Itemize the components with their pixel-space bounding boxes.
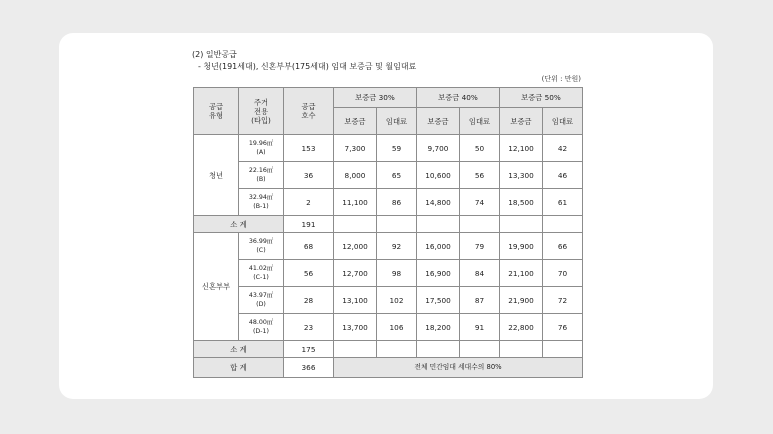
subtotal-units: 175 [284,341,334,358]
header-units: 공급 호수 [284,88,334,135]
units-cell: 56 [284,260,334,287]
value-cell: 91 [460,314,500,341]
value-cell: 76 [543,314,583,341]
empty-cell [543,341,583,358]
value-cell: 42 [543,135,583,162]
value-cell: 65 [377,162,417,189]
value-cell: 21,900 [500,287,543,314]
empty-cell [377,216,417,233]
value-cell: 61 [543,189,583,216]
units-cell: 153 [284,135,334,162]
header-rent: 임대료 [377,108,417,135]
units-cell: 36 [284,162,334,189]
newlywed-label: 신혼부부 [194,233,239,341]
subtotal-units: 191 [284,216,334,233]
value-cell: 12,100 [500,135,543,162]
value-cell: 13,300 [500,162,543,189]
empty-cell [460,216,500,233]
newlywed-subtotal-row [194,341,583,358]
header-area: 주거 전용 (타입) [239,88,284,135]
section-heading: (2) 일반공급 [192,50,237,59]
empty-cell [377,341,417,358]
empty-cell [543,216,583,233]
table-row [194,135,583,162]
header-rent: 임대료 [460,108,500,135]
table-row [194,162,583,189]
empty-cell [334,216,377,233]
table-row [194,189,583,216]
rent-table [193,87,583,378]
units-cell: 23 [284,314,334,341]
value-cell: 102 [377,287,417,314]
value-cell: 50 [460,135,500,162]
value-cell: 16,900 [417,260,460,287]
table-row [194,260,583,287]
value-cell: 21,100 [500,260,543,287]
empty-cell [500,341,543,358]
value-cell: 9,700 [417,135,460,162]
youth-label: 청년 [194,135,239,216]
value-cell: 10,600 [417,162,460,189]
value-cell: 59 [377,135,417,162]
units-cell: 68 [284,233,334,260]
value-cell: 84 [460,260,500,287]
area-cell: 36.99㎡ (C) [239,233,284,260]
section-subheading: - 청년(191세대), 신혼부부(175세대) 임대 보증금 및 월임대료 [198,62,417,71]
value-cell: 66 [543,233,583,260]
header-group-50: 보증금 50% [500,88,583,108]
value-cell: 46 [543,162,583,189]
area-cell: 19.96㎡ (A) [239,135,284,162]
unit-note: (단위 : 만원) [541,75,581,83]
table-row [194,314,583,341]
value-cell: 12,000 [334,233,377,260]
value-cell: 98 [377,260,417,287]
header-row-1 [194,88,583,108]
area-cell: 41.02㎡ (C-1) [239,260,284,287]
header-rent: 임대료 [543,108,583,135]
header-group-30: 보증금 30% [334,88,417,108]
area-cell: 22.16㎡ (B) [239,162,284,189]
header-deposit: 보증금 [334,108,377,135]
total-label: 합 계 [194,358,284,378]
value-cell: 13,100 [334,287,377,314]
value-cell: 74 [460,189,500,216]
empty-cell [417,341,460,358]
value-cell: 12,700 [334,260,377,287]
header-group-40: 보증금 40% [417,88,500,108]
value-cell: 92 [377,233,417,260]
empty-cell [500,216,543,233]
empty-cell [334,341,377,358]
value-cell: 8,000 [334,162,377,189]
total-note: 전체 민간임대 세대수의 80% [334,358,583,378]
value-cell: 87 [460,287,500,314]
empty-cell [460,341,500,358]
value-cell: 22,800 [500,314,543,341]
value-cell: 70 [543,260,583,287]
value-cell: 79 [460,233,500,260]
value-cell: 18,200 [417,314,460,341]
subtotal-label: 소 계 [194,216,284,233]
value-cell: 18,500 [500,189,543,216]
header-supply-type: 공급 유형 [194,88,239,135]
value-cell: 13,700 [334,314,377,341]
total-units: 366 [284,358,334,378]
units-cell: 2 [284,189,334,216]
value-cell: 14,800 [417,189,460,216]
value-cell: 86 [377,189,417,216]
area-cell: 32.94㎡ (B-1) [239,189,284,216]
value-cell: 19,900 [500,233,543,260]
value-cell: 11,100 [334,189,377,216]
empty-cell [417,216,460,233]
table-row [194,287,583,314]
value-cell: 72 [543,287,583,314]
header-deposit: 보증금 [500,108,543,135]
value-cell: 17,500 [417,287,460,314]
units-cell: 28 [284,287,334,314]
total-row [194,358,583,378]
header-deposit: 보증금 [417,108,460,135]
value-cell: 106 [377,314,417,341]
subtotal-label: 소 계 [194,341,284,358]
youth-subtotal-row [194,216,583,233]
value-cell: 16,000 [417,233,460,260]
value-cell: 56 [460,162,500,189]
area-cell: 48.00㎡ (D-1) [239,314,284,341]
table-row [194,233,583,260]
area-cell: 43.97㎡ (D) [239,287,284,314]
value-cell: 7,300 [334,135,377,162]
